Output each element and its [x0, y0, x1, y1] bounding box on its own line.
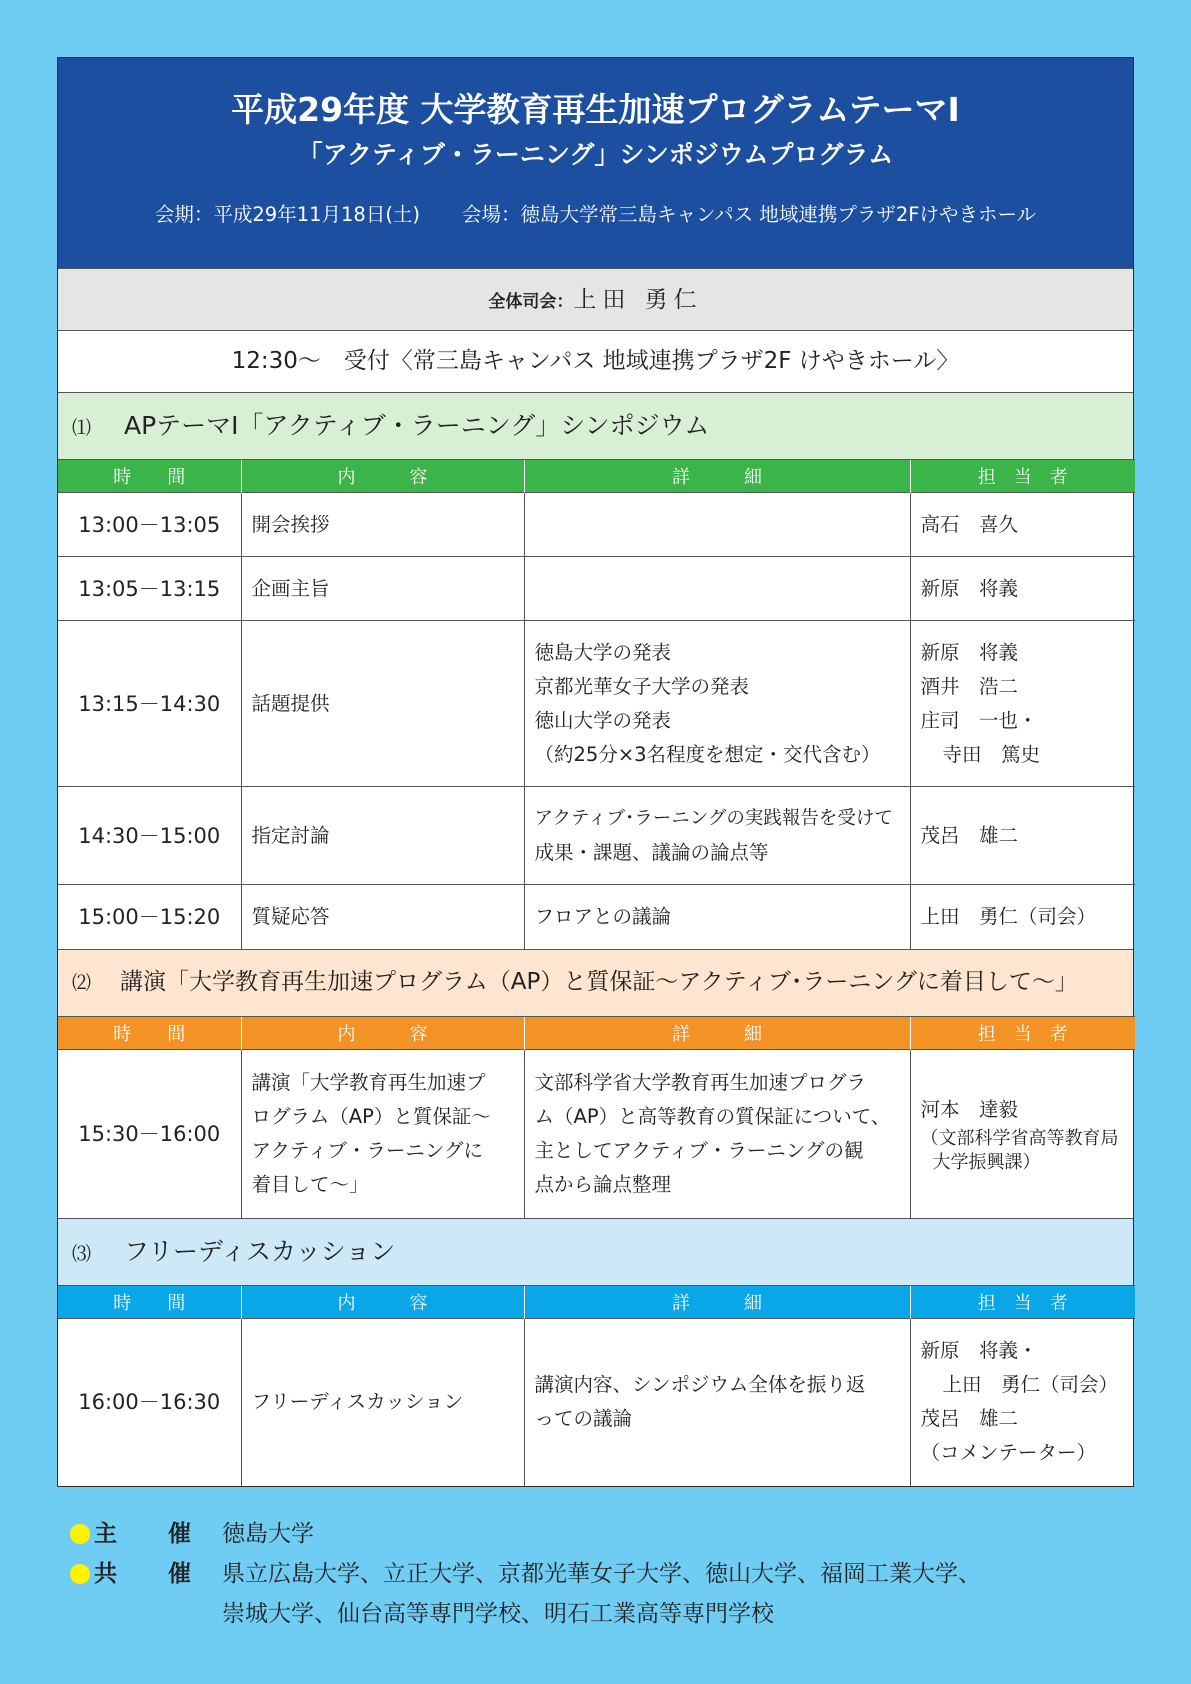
event-venue: 会場：徳島大学常三島キャンパス 地域連携プラザ2Fけやきホール [462, 203, 1037, 226]
bullet-icon [70, 1564, 90, 1584]
bullet-icon [70, 1524, 90, 1544]
details-line: っての議論 [534, 1407, 633, 1431]
details-line: 講演内容、シンポジウム全体を振り返 [534, 1373, 866, 1397]
details-cell: フロアとの議論 [524, 885, 910, 949]
organizers [70, 1514, 981, 1634]
program-title: 平成29年度 大学教育再生加速プログラムテーマⅠ [231, 90, 960, 129]
col-time-header: 時 間 [58, 460, 241, 493]
table-row [58, 557, 1135, 621]
cohost-label: 共 催 [94, 1561, 205, 1587]
cohost-list [222, 1554, 981, 1634]
master-of-ceremonies [58, 268, 1133, 330]
section-1-title-bar [58, 392, 1133, 459]
table-row [58, 493, 1135, 557]
section-3-title: フリーディスカッション [124, 1237, 396, 1266]
content-cell: 企画主旨 [241, 557, 524, 621]
details-cell [524, 787, 910, 885]
table-row [58, 1319, 1135, 1486]
time-cell: 16:00－16:30 [58, 1319, 241, 1486]
person-line: 大学振興課） [932, 1151, 1041, 1173]
table-row [58, 1049, 1135, 1218]
cohost-line: 崇城大学、仙台高等専門学校、明石工業高等専門学校 [222, 1601, 774, 1627]
col-person-header: 担 当 者 [910, 1286, 1135, 1319]
table-header-row [58, 460, 1135, 493]
content-cell: 質疑応答 [241, 885, 524, 949]
person-cell: 茂呂 雄二 [910, 787, 1135, 885]
time-cell: 13:00－13:05 [58, 493, 241, 557]
cohost-line: 県立広島大学、立正大学、京都光華女子大学、徳山大学、福岡工業大学、 [222, 1561, 981, 1587]
col-time-header: 時 間 [58, 1286, 241, 1319]
table-row [58, 885, 1135, 949]
section-2-table [58, 1016, 1135, 1219]
content-cell: 指定討論 [241, 787, 524, 885]
details-line: ム（AP）と高等教育の質保証について、 [534, 1104, 891, 1128]
details-cell [524, 1049, 910, 1218]
col-time-header: 時 間 [58, 1016, 241, 1049]
section-3-title-bar [58, 1218, 1133, 1285]
details-line: 成果・課題、議論の論点等 [534, 840, 769, 864]
content-line: 講演「大学教育再生加速プ [251, 1070, 486, 1094]
content-line: ログラム（AP）と質保証～ [251, 1104, 491, 1128]
host-name: 徳島大学 [222, 1521, 314, 1547]
section-2-title-bar [58, 949, 1133, 1016]
col-details-header: 詳 細 [524, 1016, 910, 1049]
person-line: 河本 達毅 [920, 1097, 1019, 1121]
details-cell [524, 1319, 910, 1486]
host-row [70, 1514, 981, 1554]
section-3-table [58, 1285, 1135, 1486]
cohost-row [70, 1554, 981, 1634]
content-line: 着目して～」 [251, 1172, 369, 1196]
time-cell: 13:15－14:30 [58, 621, 241, 787]
details-line: 徳山大学の発表 [534, 708, 672, 732]
content-cell: フリーディスカッション [241, 1319, 524, 1486]
col-person-header: 担 当 者 [910, 460, 1135, 493]
time-cell: 14:30－15:00 [58, 787, 241, 885]
col-content-header: 内 容 [241, 1286, 524, 1319]
reception-info: 12:30～ 受付〈常三島キャンパス 地域連携プラザ2F けやきホール〉 [58, 330, 1133, 392]
person-cell: 上田 勇仁（司会） [910, 885, 1135, 949]
person-line: 庄司 一也・ [920, 708, 1038, 732]
person-line: 寺田 篤史 [942, 742, 1041, 766]
section-1-number: ⑴ [72, 417, 92, 439]
program-header [58, 58, 1133, 268]
details-line: 点から論点整理 [534, 1172, 672, 1196]
details-line: 文部科学省大学教育再生加速プログラ [534, 1070, 867, 1094]
table-row [58, 787, 1135, 885]
content-cell: 話題提供 [241, 621, 524, 787]
event-date: 会期：平成29年11月18日(土) [154, 203, 421, 226]
section-1-title: APテーマⅠ「アクティブ・ラーニング」シンポジウム [124, 411, 710, 440]
details-line: 徳島大学の発表 [534, 640, 672, 664]
col-details-header: 詳 細 [524, 1286, 910, 1319]
section-1-table [58, 459, 1135, 949]
time-cell: 13:05－13:15 [58, 557, 241, 621]
mc-label: 全体司会： [488, 292, 574, 312]
details-line: 京都光華女子大学の発表 [534, 674, 750, 698]
person-line: 新原 将義 [920, 640, 1019, 664]
person-cell [910, 621, 1135, 787]
time-cell: 15:00－15:20 [58, 885, 241, 949]
details-cell [524, 621, 910, 787]
table-row [58, 621, 1135, 787]
content-cell: 開会挨拶 [241, 493, 524, 557]
person-line: （コメンテーター） [920, 1441, 1097, 1465]
program-sheet [57, 57, 1134, 1487]
person-line: （文部科学省高等教育局 [920, 1127, 1119, 1149]
section-2-title: 講演「大学教育再生加速プログラム（AP）と質保証～アクティブ･ラーニングに着目して～」 [120, 968, 1078, 995]
section-3-number: ⑶ [72, 1243, 92, 1265]
details-line: アクティブ･ラーニングの実践報告を受けて [534, 807, 893, 829]
person-cell [910, 1319, 1135, 1486]
content-line: アクティブ・ラーニングに [251, 1138, 483, 1162]
person-line: 酒井 浩二 [920, 674, 1019, 698]
details-cell [524, 493, 910, 557]
col-person-header: 担 当 者 [910, 1016, 1135, 1049]
person-line: 茂呂 雄二 [920, 1407, 1019, 1431]
person-line: 新原 将義・ [920, 1339, 1038, 1363]
mc-name: 上田 勇仁 [573, 287, 703, 313]
host-label: 主 催 [94, 1521, 205, 1547]
table-header-row [58, 1016, 1135, 1049]
details-cell [524, 557, 910, 621]
details-line: 主としてアクティブ・ラーニングの観 [534, 1138, 864, 1162]
person-cell: 新原 将義 [910, 557, 1135, 621]
program-subtitle: 「アクティブ・ラーニング」シンポジウムプログラム [297, 140, 894, 169]
table-header-row [58, 1286, 1135, 1319]
section-2-number: ⑵ [72, 971, 92, 994]
person-line: 上田 勇仁（司会） [942, 1373, 1119, 1397]
person-cell: 高石 喜久 [910, 493, 1135, 557]
col-content-header: 内 容 [241, 1016, 524, 1049]
col-details-header: 詳 細 [524, 460, 910, 493]
event-info [58, 202, 1133, 228]
time-cell: 15:30－16:00 [58, 1049, 241, 1218]
col-content-header: 内 容 [241, 460, 524, 493]
person-cell [910, 1049, 1135, 1218]
content-cell [241, 1049, 524, 1218]
details-line: （約25分×3名程度を想定・交代含む） [534, 742, 881, 766]
